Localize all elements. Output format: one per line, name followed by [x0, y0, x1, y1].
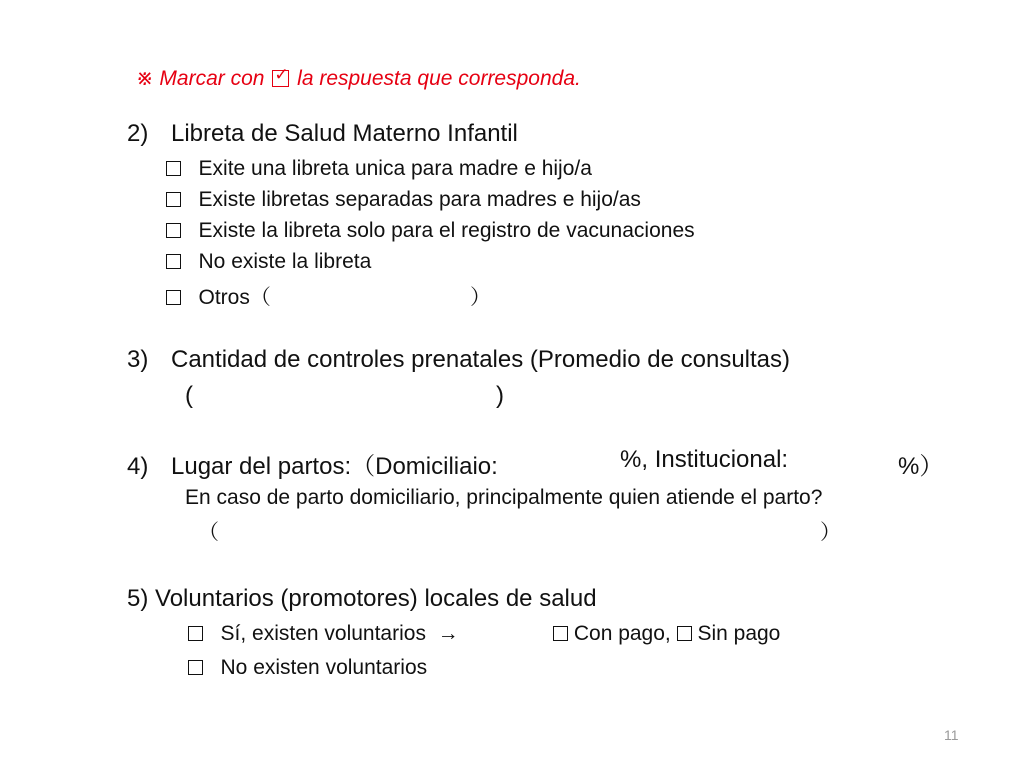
option-label: Existe libretas separadas para madres e hijo/as [198, 188, 641, 211]
option-label: Exite una libreta unica para madre e hijo/a [198, 157, 592, 180]
q2-option [166, 250, 371, 274]
q2-option [166, 157, 592, 181]
checkbox-icon[interactable] [166, 192, 181, 207]
q4-pct2: %） [898, 453, 944, 480]
q4-close-paren: ） [820, 521, 841, 544]
q2-option [166, 188, 641, 212]
q3-title: Cantidad de controles prenatales (Promedio de consultas) [171, 346, 791, 373]
note-prefix: ※ Marcar con [136, 67, 265, 90]
q4-open-paren: （ [198, 521, 219, 544]
page-number: 11 [944, 727, 959, 743]
instruction-note [136, 66, 581, 91]
q2-title: Libreta de Salud Materno Infantil [171, 120, 518, 147]
q5-payment-options [553, 622, 780, 646]
otros-close-paren: ） [470, 286, 491, 309]
option-label: Existe la libreta solo para el registro de vacunaciones [198, 219, 695, 242]
checkbox-icon[interactable] [166, 223, 181, 238]
q3-heading [127, 346, 790, 374]
checkbox-icon[interactable] [166, 161, 181, 176]
option-label: Otros（ [198, 286, 271, 309]
q5-option-yes [188, 622, 459, 646]
q2-option-otros [166, 281, 271, 311]
option-label: No existen voluntarios [220, 656, 428, 679]
q2-option [166, 219, 695, 243]
q2-number: 2) [127, 120, 149, 147]
q4-title-part2: Institucional: [654, 446, 789, 473]
checkbox-icon[interactable] [166, 290, 181, 305]
q5-heading: 5) Voluntarios (promotores) locales de salud [127, 585, 597, 612]
q4-pct1-label: %, [620, 446, 649, 473]
q4-title-part1: Lugar del partos:（Domiciliaio: [171, 453, 498, 480]
q3-open-paren: ( [185, 382, 193, 409]
q4-number: 4) [127, 453, 149, 480]
checkbox-icon[interactable] [188, 626, 203, 641]
q3-number: 3) [127, 346, 149, 373]
option-label: Con pago, [573, 622, 671, 645]
option-label: Sin pago [697, 622, 781, 645]
q4-subquestion: En caso de parto domiciliario, principalmente quien atiende el parto? [185, 486, 823, 509]
q4-pct1 [620, 446, 788, 474]
q4-heading [127, 446, 498, 481]
checkbox-icon[interactable] [188, 660, 203, 675]
arrow-icon: → [437, 622, 459, 645]
q3-close-paren: ) [496, 382, 504, 409]
q2-heading [127, 120, 518, 148]
checkmark-icon [272, 70, 289, 87]
option-label: No existe la libreta [198, 250, 372, 273]
note-suffix: la respuesta que corresponda. [297, 67, 581, 90]
q5-option-no [188, 656, 427, 680]
option-label: Sí, existen voluntarios [220, 622, 426, 645]
checkbox-icon[interactable] [166, 254, 181, 269]
checkbox-icon[interactable] [553, 626, 568, 641]
checkbox-icon[interactable] [677, 626, 692, 641]
